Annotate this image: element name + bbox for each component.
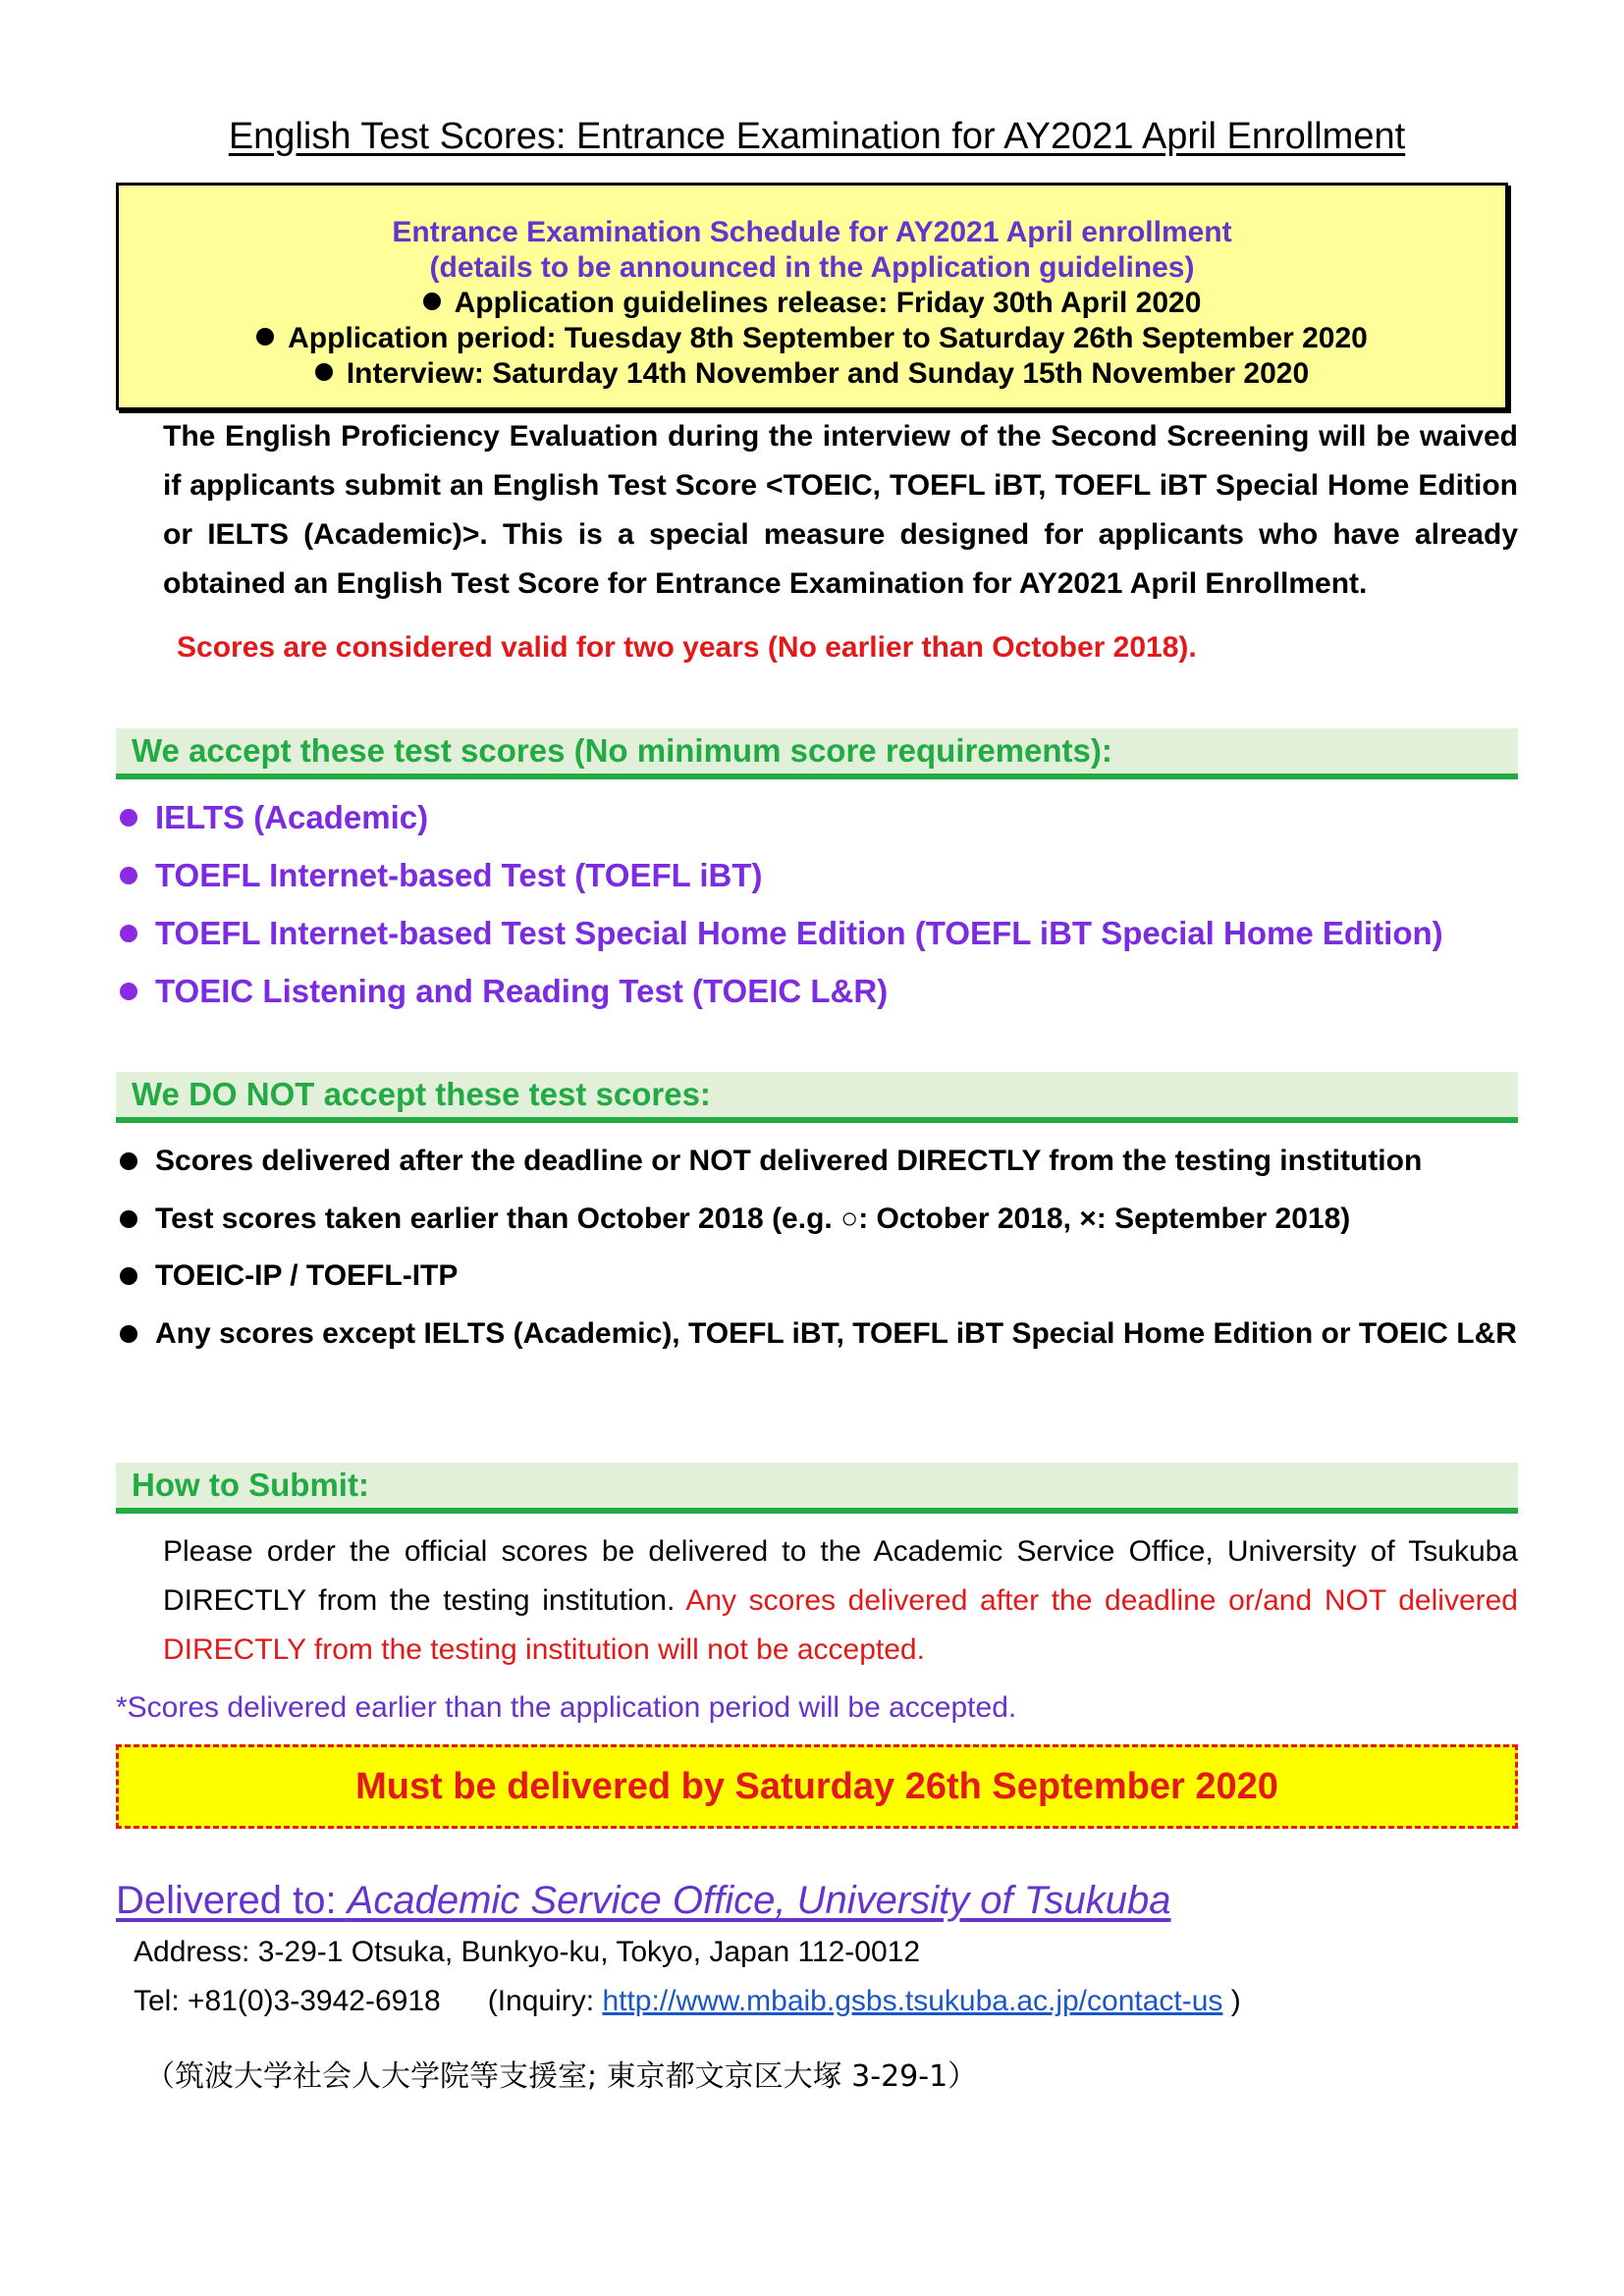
- bullet-icon: [423, 293, 441, 310]
- bullet-icon: [120, 983, 137, 1000]
- submit-section-header: [116, 1463, 1518, 1514]
- intro-paragraph: [116, 412, 1518, 609]
- validity-note: Scores are considered valid for two years (No earlier than October 2018).: [177, 631, 1197, 664]
- schedule-item-text: Application period: Tuesday 8th September to Saturday 26th September 2020: [288, 322, 1368, 354]
- accepted-heading: We accept these test scores (No minimum score requirements):: [132, 732, 1112, 769]
- bullet-icon: [120, 1325, 137, 1343]
- schedule-heading: Entrance Examination Schedule for AY2021 April enrollment: [392, 216, 1232, 248]
- bullet-icon: [256, 328, 274, 346]
- accepted-section-header: [116, 728, 1518, 779]
- schedule-item-text: Application guidelines release: Friday 30th April 2020: [454, 287, 1202, 319]
- delivery-address: Address: 3-29-1 Otsuka, Bunkyo-ku, Tokyo, Japan 112-0012: [134, 1936, 921, 1968]
- not-accepted-heading: We DO NOT accept these test scores:: [132, 1076, 711, 1112]
- delivery-contact: [134, 1982, 1241, 2021]
- submit-paragraph: [116, 1527, 1518, 1675]
- schedule-item: [119, 321, 1505, 356]
- inquiry-suffix: ): [1222, 1985, 1241, 2017]
- not-accepted-section-header: [116, 1072, 1518, 1123]
- bullet-icon: [120, 1210, 137, 1228]
- schedule-item-text: Interview: Saturday 14th November and Sunday 15th November 2020: [346, 357, 1310, 390]
- submit-text: Please order the official scores be delivered to the Academic Service Office, University of Tsukuba DIRECTLY from the testing institution.: [163, 1535, 1518, 1617]
- schedule-item: [119, 356, 1505, 392]
- delivery-office: Academic Service Office, University of Tsukuba: [347, 1879, 1171, 1922]
- inquiry-prefix: (Inquiry:: [487, 1985, 603, 2017]
- page-title: English Test Scores: Entrance Examination for AY2021 April Enrollment: [228, 116, 1406, 157]
- schedule-subheading: (details to be announced in the Application guidelines): [429, 251, 1195, 284]
- intro-text: The English Proficiency Evaluation during the interview of the Second Screening will be waived if applicants submit an English Test Score <TOEIC, TOEFL iBT, TOEFL iBT Special Home Edition or IELTS (Academic)>. This is a special measure designed for applicants who have already obtained an English Test Score for Entrance Examination for AY2021 April Enrollment.: [163, 420, 1518, 600]
- deadline-text: Must be delivered by Saturday 26th September 2020: [355, 1766, 1278, 1807]
- deadline-box: [116, 1744, 1518, 1829]
- japanese-address: （筑波大学社会人大学院等支援室; 東京都文京区大塚 3-29-1）: [145, 2059, 978, 2094]
- bullet-icon: [120, 1267, 137, 1285]
- bullet-icon: [120, 867, 137, 884]
- delivery-label: Delivered to:: [116, 1879, 348, 1922]
- delivery-tel: Tel: +81(0)3-3942-6918: [134, 1985, 441, 2017]
- submit-note: *Scores delivered earlier than the application period will be accepted.: [116, 1691, 1017, 1724]
- document-page: English Test Scores: Entrance Examination for AY2021 April Enrollment Entrance Examination Schedule for AY2021 April enrollment (details to be announced in the Application guidelines) Application guidelines release: Friday 30th April 2020 Application period: Tuesday 8th September to Saturday 26th September 2020 Interview: Saturday 14th November and Sunday 15th November 2020 The English Proficiency Evaluation during the interview of the Second Screening will be waived if applicants submit an English Test Score <TOEIC, TOEFL iBT, TOEFL iBT Special Home Edition or IELTS (Academic)>. This is a special measure designed for applicants who have already obtained an English Test Score for Entrance Examination for AY2021 April Enrollment. Scores are considered valid for two years (No earlier than October 2018). We accept these test scores (No minimum score requirements): IELTS (Academic) TOEFL Internet-based Test (TOEFL iBT) TOEFL Internet-based Test Special Home Edition (TOEFL iBT Special Home Edition) TOEIC Listening and Reading Test (TOEIC L&R) We DO NOT accept these test scores: Scores delivered after the deadline or NOT delivered DIRECTLY from the testing institution Test scores taken earlier than October 2018 (e.g. ○: October 2018, ×: September 2018) TOEIC-IP / TOEFL-ITP Any scores except IELTS (Academic), TOEFL iBT, TOEFL iBT Special Home Edition or TOEIC L&R How to Submit: Please order the official scores be delivered to the Academic Service Office, University of Tsukuba DIRECTLY from the testing institution. Any scores delivered after the deadline or/and NOT delivered DIRECTLY from the testing institution will not be accepted. *Scores delivered earlier than the application period will be accepted. Must be delivered by Saturday 26th September 2020 Delivered to: Academic Service Office, University of Tsukuba Address: 3-29-1 Otsuka, Bunkyo-ku, Tokyo, Japan 112-0012 Tel: +81(0)3-3942-6918 (Inquiry: http://www.mbaib.gsbs.tsukuba.ac.jp/contact-us ) （筑波大学社会人大学院等支援室; 東京都文京区大塚 3-29-1）: [0, 0, 1624, 2296]
- bullet-icon: [120, 1152, 137, 1170]
- submit-warning: Any scores delivered after the deadline or/and NOT delivered DIRECTLY from the testing institution will not be accepted.: [163, 1584, 1518, 1666]
- submit-heading: How to Submit:: [132, 1467, 369, 1503]
- schedule-item: [119, 286, 1505, 321]
- bullet-icon: [315, 363, 333, 381]
- bullet-icon: [120, 809, 137, 827]
- bullet-icon: [120, 925, 137, 942]
- delivery-heading: [116, 1879, 1171, 1923]
- inquiry-link[interactable]: http://www.mbaib.gsbs.tsukuba.ac.jp/contact-us: [602, 1985, 1223, 2017]
- schedule-box: [116, 183, 1508, 410]
